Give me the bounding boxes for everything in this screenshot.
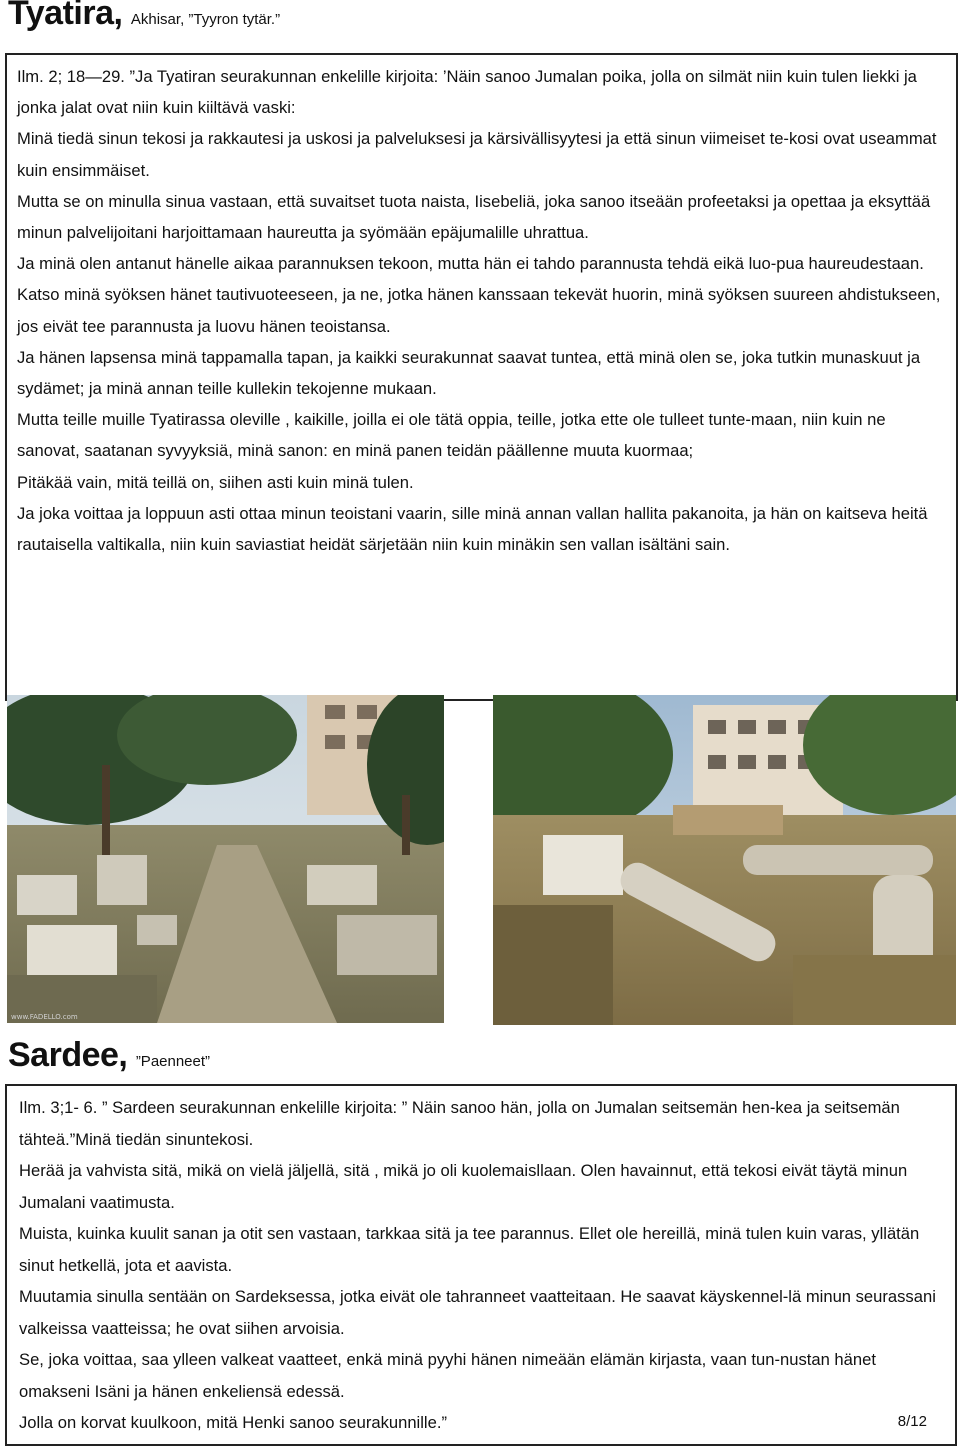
verse-paragraph: Pitäkää vain, mitä teillä on, siihen asti kuin minä tulen. bbox=[17, 472, 414, 492]
section-subtitle: ”Paenneet” bbox=[135, 1053, 211, 1070]
section-title: Tyatira, bbox=[8, 0, 123, 32]
verse-paragraph: Ja joka voittaa ja loppuun asti ottaa minun teoistani vaarin, sille minä annan vallan hallita pakanoita, ja hän on kaitseva heitä rautaisella valtikalla, niin kuin saviastiat heidät särjetään niin kuin minäkin sen vallan isältäni sain. bbox=[17, 503, 928, 555]
photo-watermark: www.FADELLO.com bbox=[11, 1013, 78, 1021]
section-heading-sardee bbox=[8, 1036, 210, 1075]
verse-paragraph: Se, joka voittaa, saa ylleen valkeat vaatteet, enkä minä pyyhi hänen nimeään elämän kirjasta, vaan tun-nustan hänet omakseni Isäni ja hänen enkeliensä edessä. bbox=[19, 1350, 876, 1401]
verse-paragraph: Ilm. 3;1- 6. ” Sardeen seurakunnan enkelille kirjoita: ” Näin sanoo hän, jolla on Jumalan seitsemän hen-kea ja seitsemän tähteä.”Minä tiedän sinuntekosi. bbox=[19, 1098, 900, 1149]
verse-paragraph: Katso minä syöksen hänet tautivuoteeseen, ja ne, jotka hänen kanssaan tekevät huorin, minä syöksen suureen ahdistukseen, jos eivät tee parannusta ja luovu hänen teoistansa. bbox=[17, 285, 941, 336]
verse-paragraph: Jolla on korvat kuulkoon, mitä Henki sanoo seurakunnille.” bbox=[19, 1413, 447, 1432]
scripture-box-sardee bbox=[5, 1084, 957, 1446]
section-title: Sardee, bbox=[8, 1036, 128, 1074]
photo-tyatira-fallen-columns bbox=[493, 695, 956, 1025]
verse-paragraph: Ja minä olen antanut hänelle aikaa parannuksen tekoon, mutta hän ei tahdo parannusta tehdä eikä luo-pua haureudestaan. bbox=[17, 254, 924, 274]
verse-paragraph: Muista, kuinka kuulit sanan ja otit sen vastaan, tarkkaa sitä ja tee parannus. Ellet ole hereillä, minä tulen kuin varas, yllätän sinut hetkellä, jota et aavista. bbox=[19, 1224, 920, 1275]
page-number: 8/12 bbox=[897, 1413, 927, 1430]
section-subtitle: Akhisar, ”Tyyron tytär.” bbox=[130, 11, 281, 28]
verse-paragraph: Mutta se on minulla sinua vastaan, että suvaitset tuota naista, Iisebeliä, joka sanoo itseään profeetaksi ja opettaa ja eksyttää minun palvelijoitani harjoittamaan haureutta ja syömään epäjumalille uhrattua. bbox=[17, 191, 931, 243]
verse-paragraph: Mutta teille muille Tyatirassa oleville , kaikille, joilla ei ole tätä oppia, teille, jotka ette ole tulleet tunte-maan, niin kuin ne sanovat, saatanan syvyyksiä, minä sanon: en minä panen teidän päällenne muuta kuormaa; bbox=[17, 410, 886, 461]
photo-tyatira-ruins-path bbox=[7, 695, 444, 1023]
scripture-box-tyatira bbox=[5, 53, 958, 701]
verse-paragraph: Ja hänen lapsensa minä tappamalla tapan, ja kaikki seurakunnat saavat tuntea, että minä olen se, joka tutkin munaskuut ja sydämet; ja minä annan teille kullekin tekojenne mukaan. bbox=[17, 347, 921, 399]
section-heading-tyatira bbox=[8, 0, 280, 33]
verse-paragraph: Herää ja vahvista sitä, mikä on vielä jäljellä, sitä , mikä jo oli kuolemaisllaan. Olen havainnut, että tekosi eivät täytä minun Jumalani vaatimusta. bbox=[19, 1161, 908, 1212]
verse-paragraph: Minä tiedä sinun tekosi ja rakkautesi ja uskosi ja palveluksesi ja kärsivällisyytesi ja että sinun viimeiset te-kosi ovat useammat kuin ensimmäiset. bbox=[17, 129, 937, 180]
verse-paragraph: Muutamia sinulla sentään on Sardeksessa, jotka eivät ole tahranneet vaatteitaan. He saavat käyskennel-lä minun seurassani valkeissa vaatteissa; he ovat siihen arvoisia. bbox=[19, 1287, 936, 1338]
verse-paragraph: Ilm. 2; 18—29. ”Ja Tyatiran seurakunnan enkelille kirjoita: ’Näin sanoo Jumalan poika, jolla on silmät niin kuin tulen liekki ja jonka jalat ovat niin kuin kiiltävä vaski: bbox=[17, 67, 917, 118]
